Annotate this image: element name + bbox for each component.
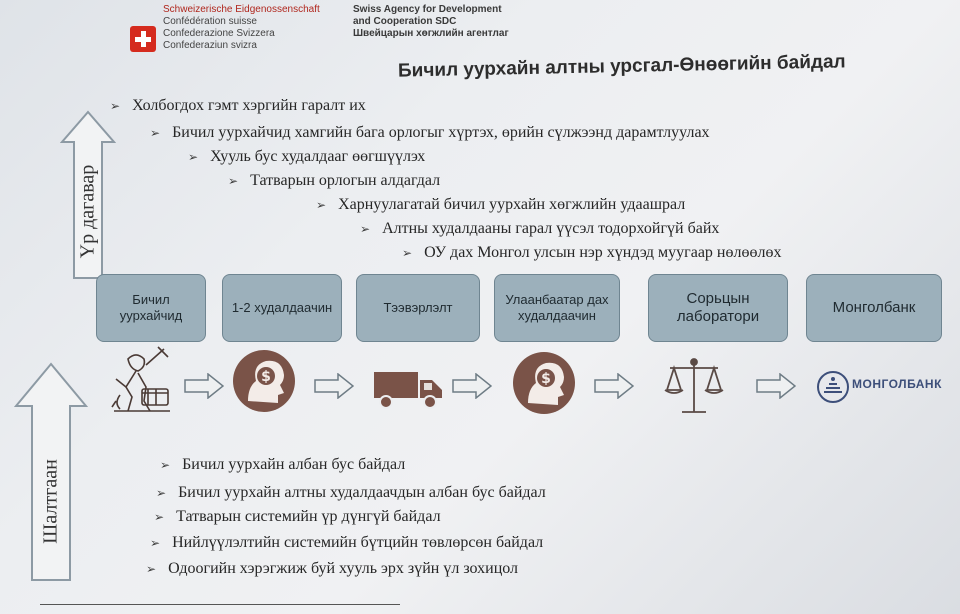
svg-text:$: $ [261, 369, 271, 385]
chevron-right-icon: ➢ [188, 150, 199, 164]
flow-arrow-icon [756, 373, 796, 399]
footer-divider [40, 604, 400, 605]
svg-text:$: $ [541, 371, 551, 387]
list-item [150, 124, 710, 142]
list-item-text: Бичил уурхайн албан бус байдал [182, 456, 406, 473]
flow-arrow-icon [314, 373, 354, 399]
conf-line: Confederazione Svizzera [163, 28, 275, 39]
chevron-right-icon: ➢ [228, 174, 239, 188]
stage-ub-traders: Улаанбаатар дах худалдаачин [494, 274, 620, 342]
list-item [160, 456, 405, 474]
list-item-text: Харнуулагатай бичил уурхайн хөгжлийн удаашрал [338, 196, 686, 213]
conf-line: Schweizerische Eidgenossenschaft [163, 4, 320, 15]
list-item [360, 220, 719, 238]
list-item [154, 508, 441, 526]
list-item [146, 560, 518, 578]
conf-line: Confédération suisse [163, 16, 257, 27]
list-item-text: Хууль бус худалдааг өөгшүүлэх [210, 148, 426, 165]
list-item [150, 534, 543, 552]
list-item [316, 196, 685, 214]
chevron-right-icon: ➢ [154, 510, 165, 524]
sdc-line: and Cooperation SDC [353, 16, 457, 27]
chevron-right-icon: ➢ [110, 99, 121, 113]
stage-traders: 1-2 худалдаачин [222, 274, 342, 342]
chevron-right-icon: ➢ [150, 126, 161, 140]
confederation-lines [163, 4, 320, 52]
chevron-right-icon: ➢ [150, 536, 161, 550]
flow-arrow-icon [452, 373, 492, 399]
conf-line: Confederaziun svizra [163, 40, 257, 51]
mongolbank-logo-text: МОНГОЛБАНК [852, 377, 942, 391]
list-item [402, 244, 781, 262]
sdc-line: Swiss Agency for Development [353, 4, 502, 15]
truck-icon [372, 370, 444, 410]
list-item [110, 97, 366, 115]
sdc-line: Швейцарын хөгжлийн агентлаг [353, 28, 509, 39]
flow-arrow-icon [594, 373, 634, 399]
list-item-text: ОУ дах Монгол улсын нэр хүндэд муугаар нөлөөлөх [424, 244, 782, 261]
list-item [188, 148, 425, 166]
chevron-right-icon: ➢ [156, 486, 167, 500]
chevron-right-icon: ➢ [146, 562, 157, 576]
consequences-arrow [60, 110, 116, 280]
stage-lab: Сорьцын лаборатори [648, 274, 788, 342]
chevron-right-icon: ➢ [160, 458, 171, 472]
scales-icon [662, 354, 726, 418]
list-item [156, 484, 546, 502]
chevron-right-icon: ➢ [360, 222, 371, 236]
money-head-icon [232, 349, 296, 413]
causes-arrow [14, 362, 88, 582]
consequences-label: Үр дагавар [76, 164, 99, 259]
slide-title: Бичил уурхайн алтны урсгал-Өнөөгийн байдал [397, 51, 846, 82]
miner-icon [108, 345, 174, 417]
mongolbank-logo [816, 368, 956, 408]
list-item-text: Алтны худалдааны гарал үүсэл тодорхойгүй байх [382, 220, 720, 237]
list-item-text: Бичил уурхайн алтны худалдаачдын албан бус байдал [178, 484, 546, 501]
money-head-icon [512, 351, 576, 415]
stage-transport: Тээвэрлэлт [356, 274, 480, 342]
swiss-flag-icon [130, 26, 156, 52]
list-item-text: Бичил уурхайчид хамгийн бага орлогыг хүртэх, өрийн сүлжээнд дарамтлуулах [172, 124, 710, 141]
list-item-text: Татварын системийн үр дүнгүй байдал [176, 508, 441, 525]
sdc-lines [353, 4, 509, 40]
chevron-right-icon: ➢ [402, 246, 413, 260]
list-item-text: Холбогдох гэмт хэргийн гаралт их [132, 97, 366, 114]
mongolbank-emblem-icon [816, 370, 850, 404]
list-item [228, 172, 440, 190]
causes-label: Шалтгаан [39, 459, 62, 544]
chevron-right-icon: ➢ [316, 198, 327, 212]
list-item-text: Нийлүүлэлтийн системийн бүтцийн төвлөрсөн байдал [172, 534, 544, 551]
list-item-text: Одоогийн хэрэгжиж буй хууль эрх зүйн үл зохицол [168, 560, 519, 577]
flow-arrow-icon [184, 373, 224, 399]
stage-mongolbank: Монголбанк [806, 274, 942, 342]
stage-miners: Бичил уурхайчид [96, 274, 206, 342]
list-item-text: Татварын орлогын алдагдал [250, 172, 441, 189]
